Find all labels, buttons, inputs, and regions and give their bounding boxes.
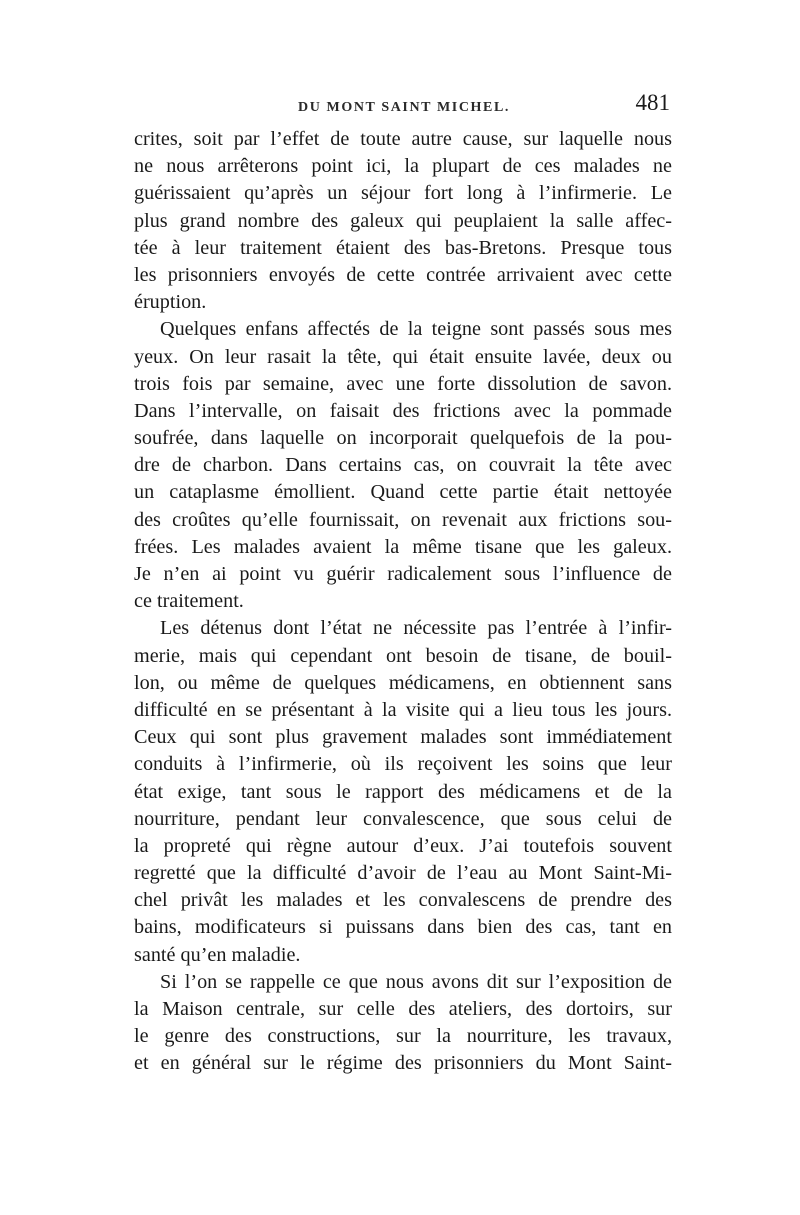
paragraph: [134, 316, 672, 615]
text-line: trois fois par semaine, avec une forte dissolution de savon.: [134, 372, 672, 395]
text-line: guérissaient qu’après un séjour fort long à l’infirmerie. Le: [134, 182, 672, 205]
text-line: chel privât les malades et les convalescens de prendre des: [134, 889, 672, 912]
text-line: des croûtes qu’elle fournissait, on revenait aux frictions sou-: [134, 508, 672, 531]
text-line: difficulté en se présentant à la visite qui a lieu tous les jours.: [134, 698, 672, 721]
body-text: [134, 126, 672, 1078]
text-line: ne nous arrêterons point ici, la plupart de ces malades ne: [134, 155, 672, 178]
text-line: crites, soit par l’effet de toute autre cause, sur laquelle nous: [134, 128, 672, 150]
text-line: le genre des constructions, sur la nourriture, les travaux,: [134, 1025, 672, 1048]
text-line: regretté que la difficulté d’avoir de l’eau au Mont Saint-Mi-: [134, 862, 672, 885]
text-line: Quelques enfans affectés de la teigne sont passés sous mes: [160, 318, 672, 341]
text-line: nourriture, pendant leur convalescence, que sous celui de: [134, 807, 672, 830]
text-line: les prisonniers envoyés de cette contrée arrivaient avec cette: [134, 263, 672, 286]
text-line: frées. Les malades avaient la même tisane que les galeux.: [134, 535, 672, 558]
text-line: yeux. On leur rasait la tête, qui était ensuite lavée, deux ou: [134, 345, 672, 368]
text-line: lon, ou même de quelques médicamens, en obtiennent sans: [134, 671, 672, 694]
text-line: plus grand nombre des galeux qui peuplaient la salle affec-: [134, 209, 672, 232]
text-line: Dans l’intervalle, on faisait des frictions avec la pommade: [134, 399, 672, 422]
text-line: tée à leur traitement étaient des bas-Bretons. Presque tous: [134, 236, 672, 259]
text-line: Les détenus dont l’état ne nécessite pas l’entrée à l’infir-: [160, 617, 672, 640]
running-head: [138, 86, 670, 122]
text-line: Ceux qui sont plus gravement malades sont immédiatement: [134, 726, 672, 749]
text-line: dre de charbon. Dans certains cas, on couvrait la tête avec: [134, 454, 672, 477]
text-line: Si l’on se rappelle ce que nous avons dit sur l’exposition de: [160, 970, 672, 993]
text-line: conduits à l’infirmerie, où ils reçoivent les soins que leur: [134, 753, 672, 776]
text-line: merie, mais qui cependant ont besoin de tisane, de bouil-: [134, 644, 672, 667]
text-line: un cataplasme émollient. Quand cette partie était nettoyée: [134, 481, 672, 504]
text-line: et en général sur le régime des prisonniers du Mont Saint-: [134, 1052, 672, 1075]
text-line: bains, modificateurs si puissans dans bien des cas, tant en: [134, 916, 672, 939]
text-line: la propreté qui règne autour d’eux. J’ai toutefois souvent: [134, 834, 672, 857]
text-line: soufrée, dans laquelle on incorporait quelquefois de la pou-: [134, 427, 672, 450]
text-line: la Maison centrale, sur celle des ateliers, des dortoirs, sur: [134, 998, 672, 1020]
text-line: ce traitement.: [134, 590, 244, 613]
paragraph: [134, 126, 672, 316]
text-line: état exige, tant sous le rapport des médicamens et de la: [134, 780, 672, 803]
text-line: Je n’en ai point vu guérir radicalement sous l’influence de: [134, 563, 672, 585]
text-line: santé qu’en maladie.: [134, 943, 301, 966]
paragraph: [134, 615, 672, 968]
running-title: DU MONT SAINT MICHEL.: [298, 100, 510, 115]
text-line: éruption.: [134, 291, 207, 314]
page-number: 481: [635, 90, 670, 115]
paragraph: [134, 969, 672, 1078]
